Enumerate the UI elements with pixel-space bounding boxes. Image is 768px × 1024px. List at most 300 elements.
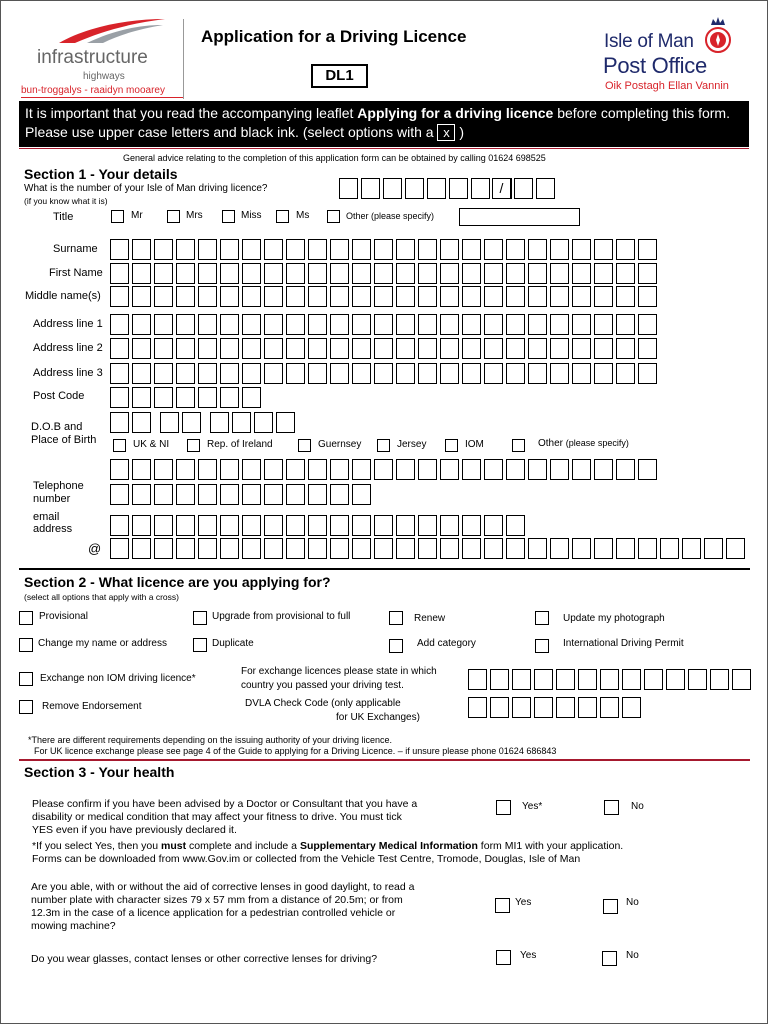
character-box[interactable] bbox=[154, 515, 173, 536]
character-box[interactable] bbox=[528, 459, 547, 480]
character-box[interactable] bbox=[616, 263, 635, 284]
character-box[interactable] bbox=[220, 286, 239, 307]
character-box[interactable] bbox=[132, 412, 151, 433]
address1-boxes[interactable] bbox=[110, 314, 657, 335]
birth-guernsey-checkbox[interactable] bbox=[298, 439, 311, 452]
email-boxes-row1[interactable] bbox=[110, 515, 525, 536]
character-box[interactable] bbox=[242, 515, 261, 536]
character-box[interactable] bbox=[616, 314, 635, 335]
character-box[interactable] bbox=[594, 459, 613, 480]
character-box[interactable] bbox=[276, 412, 295, 433]
character-box[interactable] bbox=[418, 538, 437, 559]
character-box[interactable] bbox=[242, 484, 261, 505]
character-box[interactable] bbox=[132, 387, 151, 408]
character-box[interactable] bbox=[330, 484, 349, 505]
character-box[interactable] bbox=[286, 263, 305, 284]
character-box[interactable] bbox=[132, 363, 151, 384]
character-box[interactable] bbox=[616, 538, 635, 559]
character-box[interactable] bbox=[536, 178, 555, 199]
character-box[interactable] bbox=[330, 286, 349, 307]
character-box[interactable] bbox=[352, 515, 371, 536]
character-box[interactable] bbox=[220, 484, 239, 505]
character-box[interactable] bbox=[352, 484, 371, 505]
character-box[interactable] bbox=[242, 538, 261, 559]
character-box[interactable] bbox=[427, 178, 446, 199]
character-box[interactable] bbox=[220, 387, 239, 408]
character-box[interactable] bbox=[110, 538, 129, 559]
character-box[interactable] bbox=[550, 286, 569, 307]
provisional-checkbox[interactable] bbox=[19, 611, 33, 625]
upgrade-checkbox[interactable] bbox=[193, 611, 207, 625]
character-box[interactable] bbox=[154, 338, 173, 359]
character-box[interactable] bbox=[242, 338, 261, 359]
character-box[interactable] bbox=[490, 697, 509, 718]
licence-number-boxes[interactable] bbox=[339, 178, 512, 199]
character-box[interactable] bbox=[418, 239, 437, 260]
character-box[interactable] bbox=[176, 459, 195, 480]
post-code-boxes[interactable] bbox=[110, 387, 261, 408]
character-box[interactable] bbox=[286, 515, 305, 536]
character-box[interactable] bbox=[374, 363, 393, 384]
character-box[interactable] bbox=[264, 363, 283, 384]
character-box[interactable] bbox=[484, 239, 503, 260]
character-box[interactable] bbox=[484, 263, 503, 284]
character-box[interactable] bbox=[600, 669, 619, 690]
character-box[interactable] bbox=[330, 338, 349, 359]
character-box[interactable] bbox=[638, 538, 657, 559]
character-box[interactable] bbox=[286, 338, 305, 359]
character-box[interactable] bbox=[330, 263, 349, 284]
licence-suffix-boxes[interactable] bbox=[514, 178, 555, 199]
character-box[interactable] bbox=[154, 314, 173, 335]
character-box[interactable] bbox=[528, 363, 547, 384]
character-box[interactable] bbox=[418, 459, 437, 480]
character-box[interactable] bbox=[506, 538, 525, 559]
character-box[interactable] bbox=[638, 459, 657, 480]
character-box[interactable] bbox=[594, 314, 613, 335]
character-box[interactable] bbox=[132, 538, 151, 559]
character-box[interactable] bbox=[308, 338, 327, 359]
character-box[interactable] bbox=[220, 314, 239, 335]
address3-boxes[interactable] bbox=[110, 363, 657, 384]
character-box[interactable] bbox=[462, 538, 481, 559]
character-box[interactable] bbox=[220, 363, 239, 384]
character-box[interactable] bbox=[396, 286, 415, 307]
title-ms-checkbox[interactable] bbox=[276, 210, 289, 223]
character-box[interactable] bbox=[572, 314, 591, 335]
character-box[interactable] bbox=[264, 515, 283, 536]
character-box[interactable] bbox=[600, 697, 619, 718]
character-box[interactable] bbox=[550, 338, 569, 359]
character-box[interactable] bbox=[704, 538, 723, 559]
character-box[interactable] bbox=[666, 669, 685, 690]
character-box[interactable] bbox=[132, 338, 151, 359]
character-box[interactable] bbox=[220, 263, 239, 284]
character-box[interactable] bbox=[242, 363, 261, 384]
character-box[interactable] bbox=[132, 239, 151, 260]
character-box[interactable] bbox=[352, 459, 371, 480]
character-box[interactable] bbox=[528, 538, 547, 559]
character-box[interactable] bbox=[572, 538, 591, 559]
character-box[interactable] bbox=[506, 363, 525, 384]
title-other-checkbox[interactable] bbox=[327, 210, 340, 223]
character-box[interactable] bbox=[374, 314, 393, 335]
character-box[interactable] bbox=[330, 538, 349, 559]
character-box[interactable] bbox=[330, 515, 349, 536]
character-box[interactable] bbox=[352, 314, 371, 335]
character-box[interactable] bbox=[572, 338, 591, 359]
character-box[interactable] bbox=[110, 338, 129, 359]
character-box[interactable] bbox=[462, 239, 481, 260]
character-box[interactable] bbox=[484, 338, 503, 359]
title-mr-checkbox[interactable] bbox=[111, 210, 124, 223]
character-box[interactable] bbox=[264, 314, 283, 335]
character-box[interactable] bbox=[264, 338, 283, 359]
character-box[interactable] bbox=[556, 669, 575, 690]
character-box[interactable] bbox=[506, 338, 525, 359]
character-box[interactable] bbox=[534, 669, 553, 690]
character-box[interactable] bbox=[644, 669, 663, 690]
character-box[interactable] bbox=[462, 363, 481, 384]
character-box[interactable] bbox=[550, 459, 569, 480]
character-box[interactable] bbox=[286, 459, 305, 480]
character-box[interactable] bbox=[638, 263, 657, 284]
character-box[interactable] bbox=[682, 538, 701, 559]
character-box[interactable] bbox=[638, 286, 657, 307]
character-box[interactable] bbox=[308, 484, 327, 505]
character-box[interactable] bbox=[110, 239, 129, 260]
character-box[interactable] bbox=[449, 178, 468, 199]
character-box[interactable] bbox=[352, 338, 371, 359]
character-box[interactable] bbox=[396, 363, 415, 384]
character-box[interactable] bbox=[471, 178, 490, 199]
character-box[interactable] bbox=[374, 459, 393, 480]
birth-ireland-checkbox[interactable] bbox=[187, 439, 200, 452]
character-box[interactable] bbox=[154, 484, 173, 505]
character-box[interactable] bbox=[484, 459, 503, 480]
character-box[interactable] bbox=[308, 515, 327, 536]
character-box[interactable] bbox=[440, 314, 459, 335]
renew-checkbox[interactable] bbox=[389, 611, 403, 625]
dob-month-boxes[interactable] bbox=[160, 412, 201, 433]
character-box[interactable] bbox=[176, 387, 195, 408]
birth-uk-checkbox[interactable] bbox=[113, 439, 126, 452]
character-box[interactable] bbox=[308, 459, 327, 480]
character-box[interactable] bbox=[286, 538, 305, 559]
character-box[interactable] bbox=[528, 286, 547, 307]
character-box[interactable] bbox=[176, 538, 195, 559]
character-box[interactable] bbox=[594, 286, 613, 307]
character-box[interactable] bbox=[110, 412, 129, 433]
character-box[interactable] bbox=[132, 263, 151, 284]
character-box[interactable] bbox=[264, 263, 283, 284]
character-box[interactable] bbox=[468, 669, 487, 690]
character-box[interactable] bbox=[418, 363, 437, 384]
exchange-checkbox[interactable] bbox=[19, 672, 33, 686]
character-box[interactable] bbox=[176, 484, 195, 505]
character-box[interactable] bbox=[110, 515, 129, 536]
character-box[interactable] bbox=[726, 538, 745, 559]
character-box[interactable] bbox=[506, 263, 525, 284]
character-box[interactable] bbox=[110, 314, 129, 335]
character-box[interactable] bbox=[352, 538, 371, 559]
duplicate-checkbox[interactable] bbox=[193, 638, 207, 652]
character-box[interactable] bbox=[405, 178, 424, 199]
character-box[interactable] bbox=[440, 363, 459, 384]
update-photo-checkbox[interactable] bbox=[535, 611, 549, 625]
character-box[interactable] bbox=[710, 669, 729, 690]
character-box[interactable] bbox=[308, 538, 327, 559]
character-box[interactable] bbox=[396, 239, 415, 260]
character-box[interactable] bbox=[286, 314, 305, 335]
health-q2-no-checkbox[interactable] bbox=[603, 899, 618, 914]
telephone-boxes[interactable] bbox=[110, 484, 371, 505]
dvla-code-boxes[interactable] bbox=[468, 697, 641, 718]
character-box[interactable] bbox=[594, 338, 613, 359]
character-box[interactable] bbox=[484, 538, 503, 559]
character-box[interactable] bbox=[374, 239, 393, 260]
character-box[interactable] bbox=[220, 538, 239, 559]
character-box[interactable] bbox=[506, 286, 525, 307]
character-box[interactable] bbox=[572, 239, 591, 260]
character-box[interactable] bbox=[330, 239, 349, 260]
character-box[interactable] bbox=[440, 286, 459, 307]
character-box[interactable] bbox=[154, 459, 173, 480]
character-box[interactable] bbox=[638, 338, 657, 359]
character-box[interactable] bbox=[198, 314, 217, 335]
character-box[interactable] bbox=[616, 363, 635, 384]
character-box[interactable] bbox=[418, 286, 437, 307]
character-box[interactable] bbox=[232, 412, 251, 433]
character-box[interactable] bbox=[638, 314, 657, 335]
character-box[interactable] bbox=[490, 669, 509, 690]
character-box[interactable] bbox=[154, 286, 173, 307]
character-box[interactable] bbox=[176, 338, 195, 359]
title-miss-checkbox[interactable] bbox=[222, 210, 235, 223]
character-box[interactable] bbox=[242, 314, 261, 335]
character-box[interactable] bbox=[286, 286, 305, 307]
character-box[interactable] bbox=[512, 697, 531, 718]
character-box[interactable] bbox=[198, 363, 217, 384]
birth-iom-checkbox[interactable] bbox=[445, 439, 458, 452]
character-box[interactable] bbox=[383, 178, 402, 199]
character-box[interactable] bbox=[578, 697, 597, 718]
character-box[interactable] bbox=[308, 286, 327, 307]
character-box[interactable] bbox=[154, 387, 173, 408]
character-box[interactable] bbox=[176, 515, 195, 536]
character-box[interactable] bbox=[154, 239, 173, 260]
character-box[interactable] bbox=[440, 459, 459, 480]
character-box[interactable] bbox=[440, 338, 459, 359]
character-box[interactable] bbox=[264, 538, 283, 559]
character-box[interactable] bbox=[418, 263, 437, 284]
character-box[interactable] bbox=[462, 314, 481, 335]
character-box[interactable] bbox=[550, 263, 569, 284]
character-box[interactable] bbox=[622, 669, 641, 690]
character-box[interactable] bbox=[732, 669, 751, 690]
character-box[interactable] bbox=[110, 484, 129, 505]
character-box[interactable] bbox=[286, 363, 305, 384]
character-box[interactable] bbox=[440, 239, 459, 260]
character-box[interactable] bbox=[638, 363, 657, 384]
health-q1-yes-checkbox[interactable] bbox=[496, 800, 511, 815]
character-box[interactable] bbox=[616, 459, 635, 480]
character-box[interactable] bbox=[308, 363, 327, 384]
character-box[interactable] bbox=[468, 697, 487, 718]
address2-boxes[interactable] bbox=[110, 338, 657, 359]
character-box[interactable] bbox=[308, 314, 327, 335]
birth-other-checkbox[interactable] bbox=[512, 439, 525, 452]
character-box[interactable] bbox=[176, 286, 195, 307]
character-box[interactable] bbox=[462, 263, 481, 284]
character-box[interactable] bbox=[462, 459, 481, 480]
character-box[interactable] bbox=[462, 338, 481, 359]
character-box[interactable] bbox=[616, 286, 635, 307]
character-box[interactable] bbox=[176, 363, 195, 384]
character-box[interactable] bbox=[462, 286, 481, 307]
character-box[interactable] bbox=[374, 538, 393, 559]
character-box[interactable] bbox=[396, 515, 415, 536]
character-box[interactable] bbox=[616, 338, 635, 359]
birth-jersey-checkbox[interactable] bbox=[377, 439, 390, 452]
character-box[interactable] bbox=[484, 515, 503, 536]
character-box[interactable] bbox=[198, 387, 217, 408]
character-box[interactable] bbox=[352, 286, 371, 307]
character-box[interactable] bbox=[550, 363, 569, 384]
character-box[interactable] bbox=[220, 239, 239, 260]
dob-year-boxes[interactable] bbox=[210, 412, 295, 433]
character-box[interactable] bbox=[308, 239, 327, 260]
character-box[interactable] bbox=[132, 484, 151, 505]
character-box[interactable] bbox=[330, 459, 349, 480]
character-box[interactable] bbox=[418, 338, 437, 359]
character-box[interactable] bbox=[198, 338, 217, 359]
character-box[interactable] bbox=[286, 239, 305, 260]
character-box[interactable] bbox=[264, 484, 283, 505]
dob-day-boxes[interactable] bbox=[110, 412, 151, 433]
character-box[interactable] bbox=[242, 459, 261, 480]
character-box[interactable] bbox=[242, 286, 261, 307]
character-box[interactable] bbox=[154, 363, 173, 384]
character-box[interactable] bbox=[254, 412, 273, 433]
character-box[interactable] bbox=[688, 669, 707, 690]
character-box[interactable] bbox=[572, 363, 591, 384]
place-of-birth-boxes[interactable] bbox=[110, 459, 657, 480]
character-box[interactable] bbox=[182, 412, 201, 433]
character-box[interactable] bbox=[506, 459, 525, 480]
character-box[interactable] bbox=[220, 515, 239, 536]
character-box[interactable] bbox=[594, 239, 613, 260]
character-box[interactable] bbox=[198, 459, 217, 480]
character-box[interactable] bbox=[264, 459, 283, 480]
character-box[interactable] bbox=[110, 387, 129, 408]
character-box[interactable] bbox=[616, 239, 635, 260]
character-box[interactable] bbox=[198, 538, 217, 559]
character-box[interactable] bbox=[484, 286, 503, 307]
character-box[interactable] bbox=[110, 363, 129, 384]
character-box[interactable] bbox=[198, 263, 217, 284]
character-box[interactable] bbox=[462, 515, 481, 536]
character-box[interactable] bbox=[198, 286, 217, 307]
add-category-checkbox[interactable] bbox=[389, 639, 403, 653]
character-box[interactable] bbox=[198, 484, 217, 505]
email-boxes-row2[interactable] bbox=[110, 538, 745, 559]
character-box[interactable] bbox=[198, 239, 217, 260]
character-box[interactable] bbox=[506, 314, 525, 335]
character-box[interactable] bbox=[396, 538, 415, 559]
character-box[interactable] bbox=[396, 314, 415, 335]
character-box[interactable] bbox=[506, 239, 525, 260]
character-box[interactable] bbox=[374, 286, 393, 307]
first-name-boxes[interactable] bbox=[110, 263, 657, 284]
character-box[interactable] bbox=[176, 314, 195, 335]
character-box[interactable] bbox=[242, 263, 261, 284]
character-box[interactable] bbox=[528, 263, 547, 284]
character-box[interactable] bbox=[198, 515, 217, 536]
character-box[interactable] bbox=[550, 239, 569, 260]
character-box[interactable] bbox=[660, 538, 679, 559]
character-box[interactable] bbox=[374, 515, 393, 536]
character-box[interactable] bbox=[572, 286, 591, 307]
character-box[interactable] bbox=[506, 515, 525, 536]
character-box[interactable] bbox=[578, 669, 597, 690]
character-box[interactable] bbox=[220, 459, 239, 480]
character-box[interactable] bbox=[352, 239, 371, 260]
character-box[interactable] bbox=[286, 484, 305, 505]
health-q3-yes-checkbox[interactable] bbox=[496, 950, 511, 965]
character-box[interactable] bbox=[622, 697, 641, 718]
character-box[interactable] bbox=[550, 314, 569, 335]
character-box[interactable] bbox=[361, 178, 380, 199]
character-box[interactable] bbox=[176, 239, 195, 260]
health-q1-no-checkbox[interactable] bbox=[604, 800, 619, 815]
character-box[interactable] bbox=[440, 538, 459, 559]
character-box[interactable] bbox=[308, 263, 327, 284]
character-box[interactable] bbox=[512, 669, 531, 690]
health-q2-yes-checkbox[interactable] bbox=[495, 898, 510, 913]
character-box[interactable] bbox=[242, 387, 261, 408]
character-box[interactable] bbox=[484, 314, 503, 335]
character-box[interactable] bbox=[534, 697, 553, 718]
character-box[interactable] bbox=[550, 538, 569, 559]
character-box[interactable] bbox=[528, 239, 547, 260]
surname-boxes[interactable] bbox=[110, 239, 657, 260]
character-box[interactable] bbox=[594, 538, 613, 559]
idp-checkbox[interactable] bbox=[535, 639, 549, 653]
character-box[interactable] bbox=[484, 363, 503, 384]
title-other-input[interactable] bbox=[459, 208, 580, 226]
character-box[interactable] bbox=[154, 538, 173, 559]
character-box[interactable] bbox=[132, 515, 151, 536]
health-q3-no-checkbox[interactable] bbox=[602, 951, 617, 966]
character-box[interactable] bbox=[374, 263, 393, 284]
character-box[interactable] bbox=[638, 239, 657, 260]
middle-names-boxes[interactable] bbox=[110, 286, 657, 307]
character-box[interactable] bbox=[176, 263, 195, 284]
character-box[interactable] bbox=[514, 178, 533, 199]
character-box[interactable] bbox=[264, 286, 283, 307]
character-box[interactable] bbox=[440, 263, 459, 284]
character-box[interactable] bbox=[396, 263, 415, 284]
character-box[interactable] bbox=[154, 263, 173, 284]
character-box[interactable] bbox=[418, 314, 437, 335]
character-box[interactable] bbox=[418, 515, 437, 536]
character-box[interactable] bbox=[594, 363, 613, 384]
character-box[interactable] bbox=[339, 178, 358, 199]
character-box[interactable] bbox=[220, 338, 239, 359]
character-box[interactable] bbox=[132, 459, 151, 480]
character-box[interactable] bbox=[132, 314, 151, 335]
